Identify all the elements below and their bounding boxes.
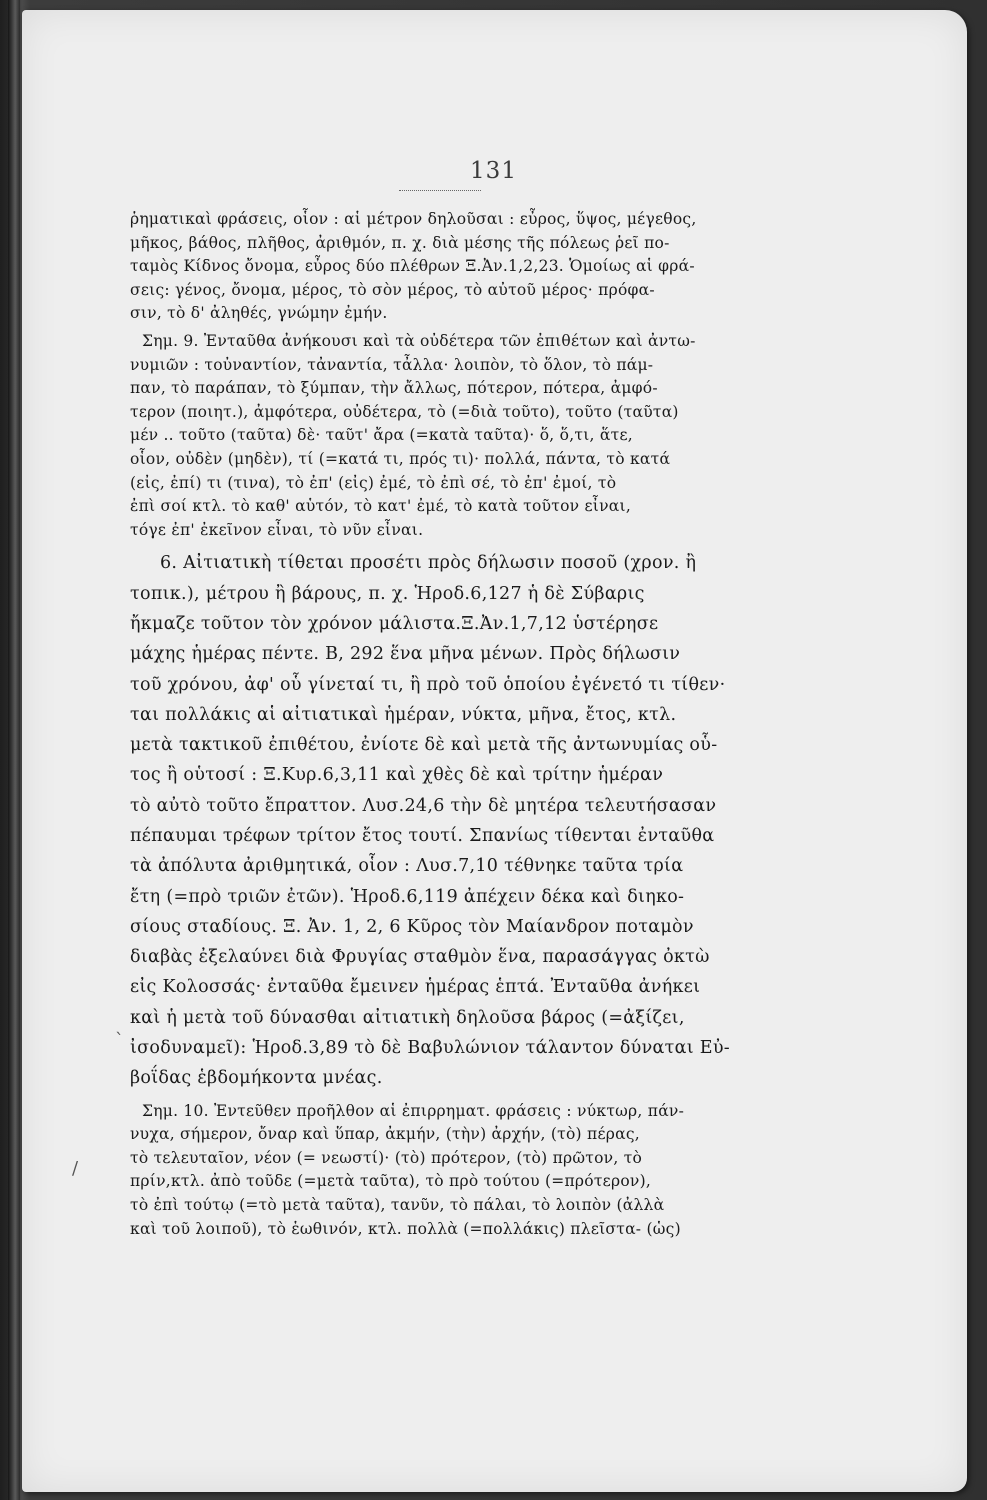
text-line: μῆκος, βάθος, πλῆθος, ἀριθμόν, π. χ. διὰ μέσης τῆς πόλεως ῥεῖ πο- — [130, 233, 670, 252]
text-line: μετὰ τακτικοῦ ἐπιθέτου, ἐνίοτε δὲ καὶ μετὰ τῆς ἀντωνυμίας οὗ- — [130, 735, 718, 756]
text-line: καὶ τοῦ λοιποῦ), τὸ ἑωθινόν, κτλ. πολλὰ (=πολλάκις) πλεῖστα- (ὡς) — [130, 1219, 681, 1238]
text-line: μάχης ἡμέρας πέντε. Β, 292 ἕνα μῆνα μένων. Πρὸς δήλωσιν — [130, 644, 681, 665]
text-line: τόγε ἐπ' ἐκεῖνον εἶναι, τὸ νῦν εἶναι. — [130, 520, 424, 539]
text-line: τὸ ἐπὶ τούτῳ (=τὸ μετὰ ταῦτα), τανῦν, τὸ πάλαι, τὸ λοιπὸν (ἀλλὰ — [130, 1196, 665, 1215]
text-line: ἰσοδυναμεῖ): Ἡροδ.3,89 τὸ δὲ Βαβυλώνιον τάλαντον δύναται Εὐ- — [130, 1038, 731, 1059]
text-line: Σημ. 9. Ἐνταῦθα ἀνήκουσι καὶ τὰ οὐδέτερα τῶν ἐπιθέτων καὶ ἀντω- — [142, 331, 696, 350]
margin-mark: ` — [115, 1030, 124, 1051]
text-line: βοΐδας ἑβδομήκοντα μνέας. — [130, 1068, 383, 1089]
text-line: τοπικ.), μέτρου ἢ βάρους, π. χ. Ἡροδ.6,127 ἡ δὲ Σύβαρις — [130, 583, 645, 604]
text-line: τος ἢ οὑτοσί : Ξ.Κυρ.6,3,11 καὶ χθὲς δὲ καὶ τρίτην ἡμέραν — [130, 765, 664, 786]
text-line: ἤκμαζε τοῦτον τὸν χρόνον μάλιστα.Ξ.Ἀν.1,7,12 ὑστέρησε — [130, 613, 659, 634]
margin-mark: / — [72, 1158, 79, 1179]
text-line: εἰς Κολοσσάς· ἐνταῦθα ἔμεινεν ἡμέρας ἑπτά. Ἐνταῦθα ἀνήκει — [130, 977, 701, 998]
text-line: πέπαυμαι τρέφων τρίτον ἔτος τουτί. Σπανίως τίθενται ἐνταῦθα — [130, 825, 715, 846]
text-line: τὸ τελευταῖον, νέον (= νεωστί)· (τὸ) πρότερον, (τὸ) πρῶτον, τὸ — [130, 1148, 643, 1167]
text-line: τὰ ἀπόλυτα ἀριθμητικά, οἷον : Λυσ.7,10 τέθνηκε ταῦτα τρία — [130, 856, 684, 877]
text-line: μέν .. τοῦτο (ταῦτα) δὲ· ταῦτ' ἄρα (=κατὰ ταῦτα)· ὅ, ὅ,τι, ἅτε, — [130, 426, 633, 445]
text-line: ἔτη (=πρὸ τριῶν ἐτῶν). Ἡροδ.6,119 ἀπέχειν δέκα καὶ διηκο- — [130, 886, 685, 907]
text-line: 6. Αἰτιατικὴ τίθεται προσέτι πρὸς δήλωσιν ποσοῦ (χρον. ἢ — [160, 553, 697, 574]
text-line: σιν, τὸ δ' ἀληθές, γνώμην ἐμήν. — [130, 304, 388, 323]
text-line: σεις: γένος, ὄνομα, μέρος, τὸ σὸν μέρος, τὸ αὐτοῦ μέρος· πρόφα- — [130, 280, 655, 299]
text-line: παν, τὸ παράπαν, τὸ ξύμπαν, τὴν ἄλλως, πότερον, πότερα, ἀμφό- — [130, 379, 658, 398]
page-text — [130, 208, 770, 1241]
text-line: (εἰς, ἐπί) τι (τινα), τὸ ἐπ' (εἰς) ἐμέ, τὸ ἐπὶ σέ, τὸ ἐπ' ἐμοί, τὸ — [130, 473, 617, 492]
text-line: ταμὸς Κίδνος ὄνομα, εὖρος δύο πλέθρων Ξ.Ἀν.1,2,23. Ὁμοίως αἱ φρά- — [130, 257, 695, 276]
paragraph-continuation — [130, 208, 770, 326]
text-line: ἐπὶ σοί κτλ. τὸ καθ' αὑτόν, τὸ κατ' ἐμέ, τὸ κατὰ τοῦτον εἶναι, — [130, 497, 632, 516]
text-line: σίους σταδίους. Ξ. Ἀν. 1, 2, 6 Κῦρος τὸν Μαίανδρον ποταμὸν — [130, 916, 694, 937]
binding-edge — [8, 0, 20, 1500]
text-line: νυμιῶν : τοὐναντίον, τἀναντία, τἆλλα· λοιπὸν, τὸ ὅλον, τὸ πάμ- — [130, 355, 654, 374]
text-line: Σημ. 10. Ἐντεῦθεν προῆλθον αἱ ἐπιρρηματ. φράσεις : νύκτωρ, πάν- — [142, 1101, 685, 1120]
text-line: οἷον, οὐδὲν (μηδὲν), τί (=κατά τι, πρός τι)· πολλά, πάντα, τὸ κατά — [130, 449, 671, 468]
text-line: τὸ αὐτὸ τοῦτο ἔπραττον. Λυσ.24,6 τὴν δὲ μητέρα τελευτήσασαν — [130, 795, 717, 816]
page-number-rule — [399, 190, 481, 191]
section-6 — [130, 548, 770, 1093]
page-number: 131 — [470, 158, 517, 184]
text-line: ῥηματικαὶ φράσεις, οἷον : αἱ μέτρον δηλοῦσαι : εὖρος, ὕψος, μέγεθος, — [130, 210, 697, 228]
text-line: καὶ ἡ μετὰ τοῦ δύνασθαι αἰτιατικὴ δηλοῦσα βάρος (=ἀξίζει, — [130, 1007, 685, 1028]
note-10 — [130, 1100, 770, 1242]
text-line: τερον (ποιητ.), ἀμφότερα, οὐδέτερα, τὸ (=διὰ τοῦτο), τοῦτο (ταῦτα) — [130, 402, 679, 421]
text-line: πρίν,κτλ. ἀπὸ τοῦδε (=μετὰ ταῦτα), τὸ πρὸ τούτου (=πρότερον), — [130, 1172, 652, 1191]
text-line: ται πολλάκις αἱ αἰτιατικαὶ ἡμέραν, νύκτα, μῆνα, ἔτος, κτλ. — [130, 704, 677, 725]
text-line: νυχα, σήμερον, ὄναρ καὶ ὕπαρ, ἀκμήν, (τὴν) ἀρχήν, (τὸ) πέρας, — [130, 1125, 640, 1144]
note-9 — [130, 330, 770, 542]
text-line: διαβὰς ἐξελαύνει διὰ Φρυγίας σταθμὸν ἕνα, παρασάγγας ὀκτὼ — [130, 947, 710, 968]
text-line: τοῦ χρόνου, ἀφ' οὗ γίνεταί τι, ἢ πρὸ τοῦ ὁποίου ἐγένετό τι τίθεν· — [130, 674, 726, 695]
